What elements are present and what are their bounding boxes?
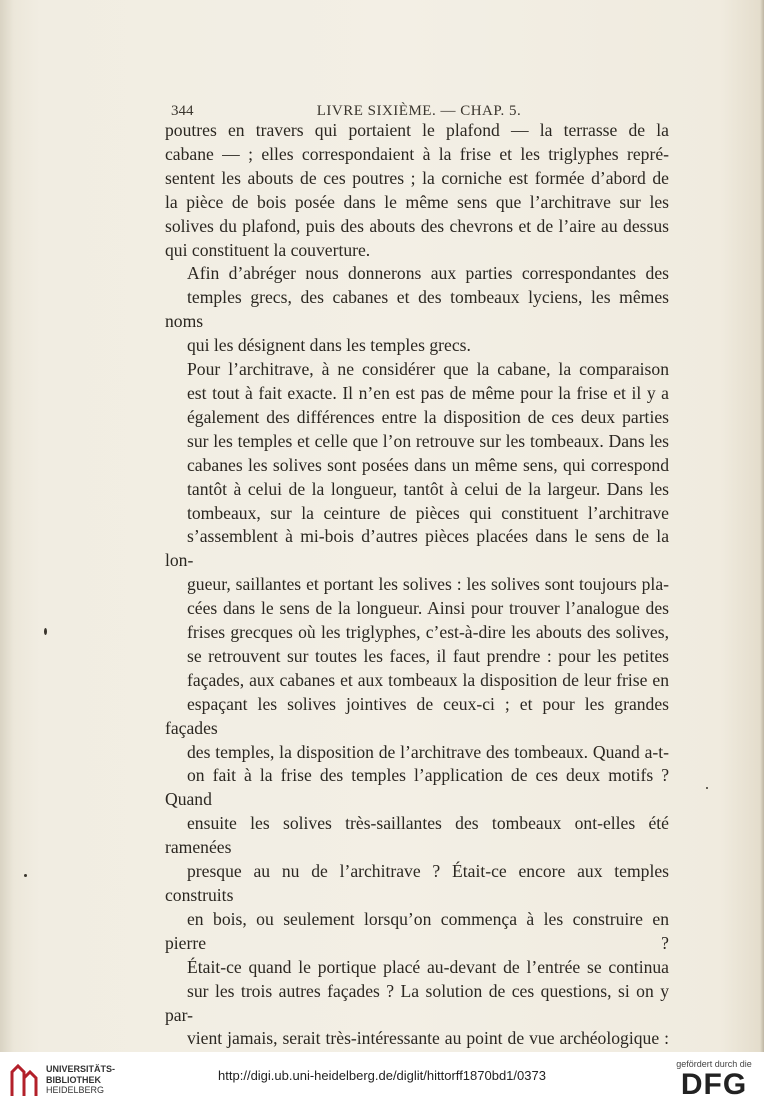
text-line: également des différences entre la disposition de ces deux parties [187,406,669,427]
library-name-line: UNIVERSITÄTS- [46,1064,116,1074]
text-line: cabanes les solives sont posées dans un même sens, qui correspond [187,454,669,475]
body-text [165,119,669,1099]
running-head: LIVRE SIXIÈME. — CHAP. 5. [316,103,522,119]
text-line: tombeaux, sur la ceinture de pièces qui constituent l’architrave [187,502,669,523]
scan-speck [24,874,27,877]
text-line: tantôt à celui de la longueur, tantôt à celui de la largeur. Dans les [187,478,669,499]
text-line: on fait à la frise des temples l’application de ces deux motifs ? Quand [165,765,669,810]
text-line: Afin d’abréger nous donnerons aux parties correspondantes des [187,263,669,284]
text-line: solives du plafond, puis des abouts des chevrons et de l’aire au dessus [165,215,669,236]
text-line: des temples, la disposition de l’architrave des tombeaux. Quand a-t- [187,741,669,762]
library-name-line: BIBLIOTHEK [46,1074,101,1085]
dfg-logo-icon: DFG [680,1068,748,1101]
text-line: façades, aux cabanes et aux tombeaux la disposition de leur frise en [187,669,669,690]
text-line: s’assemblent à mi-bois d’autres pièces placées dans le sens de la lon- [165,526,669,571]
text-line: sur les temples et celle que l’on retrouve sur les tombeaux. Dans les [187,430,669,451]
text-line: cées dans le sens de la longueur. Ainsi pour trouver l’analogue des [187,598,669,619]
page-number: 344 [171,103,194,119]
text-line: Pour l’architrave, à ne considérer que la cabane, la comparaison [187,359,669,380]
text-line: qui constituent la couverture. [165,239,371,260]
library-name-line: HEIDELBERG [46,1085,105,1095]
text-line: temples grecs, des cabanes et des tombeaux lyciens, les mêmes noms [165,287,669,332]
digitization-footer [0,1052,764,1109]
funder-credit [674,1059,754,1101]
funder-label: gefördert durch die [676,1059,752,1069]
scan-speck [706,787,708,789]
text-line: qui les désignent dans les temples grecs. [187,335,471,356]
text-line: gueur, saillantes et portant les solives : les solives sont toujours pla- [187,574,669,595]
text-line: frises grecques où les triglyphes, c’est-à-dire les abouts des solives, [187,622,669,643]
permalink-url[interactable]: http://digi.ub.uni-heidelberg.de/diglit/hittorff1870bd1/0373 [218,1068,546,1083]
text-line: espaçant les solives jointives de ceux-ci ; et pour les grandes façades [165,693,669,738]
scan-speck [44,628,47,635]
text-line: sur les trois autres façades ? La solution de ces questions, si on y par- [165,980,669,1025]
paragraph [165,119,669,262]
paragraph [165,262,669,358]
paragraph [165,358,669,1099]
text-line: ensuite les solives très-saillantes des tombeaux ont-elles été ramenées [165,813,669,858]
text-line: vient jamais, serait très-intéressante au point de vue archéologique : [187,1028,669,1049]
text-line: poutres en travers qui portaient le plafond — la terrasse de la [165,120,669,140]
text-line: en bois, ou seulement lorsqu’on commença à les construire en pierre ? [165,908,669,953]
text-line: Était-ce quand le portique placé au-devant de l’entrée se continua [187,956,669,977]
text-line: la pièce de bois posée dans le même sens que l’architrave sur les [165,191,669,212]
text-line: cabane — ; elles correspondaient à la frise et les triglyphes repré- [165,143,669,164]
text-line: presque au nu de l’architrave ? Était-ce encore aux temples construits [165,861,669,905]
text-line: est tout à fait exacte. Il n’en est pas de même pour la frise et il y a [187,382,669,403]
text-line: sentent les abouts de ces poutres ; la corniche est formée d’abord de [165,167,669,188]
text-line: se retrouvent sur toutes les faces, il faut prendre : pour les petites [187,645,669,666]
